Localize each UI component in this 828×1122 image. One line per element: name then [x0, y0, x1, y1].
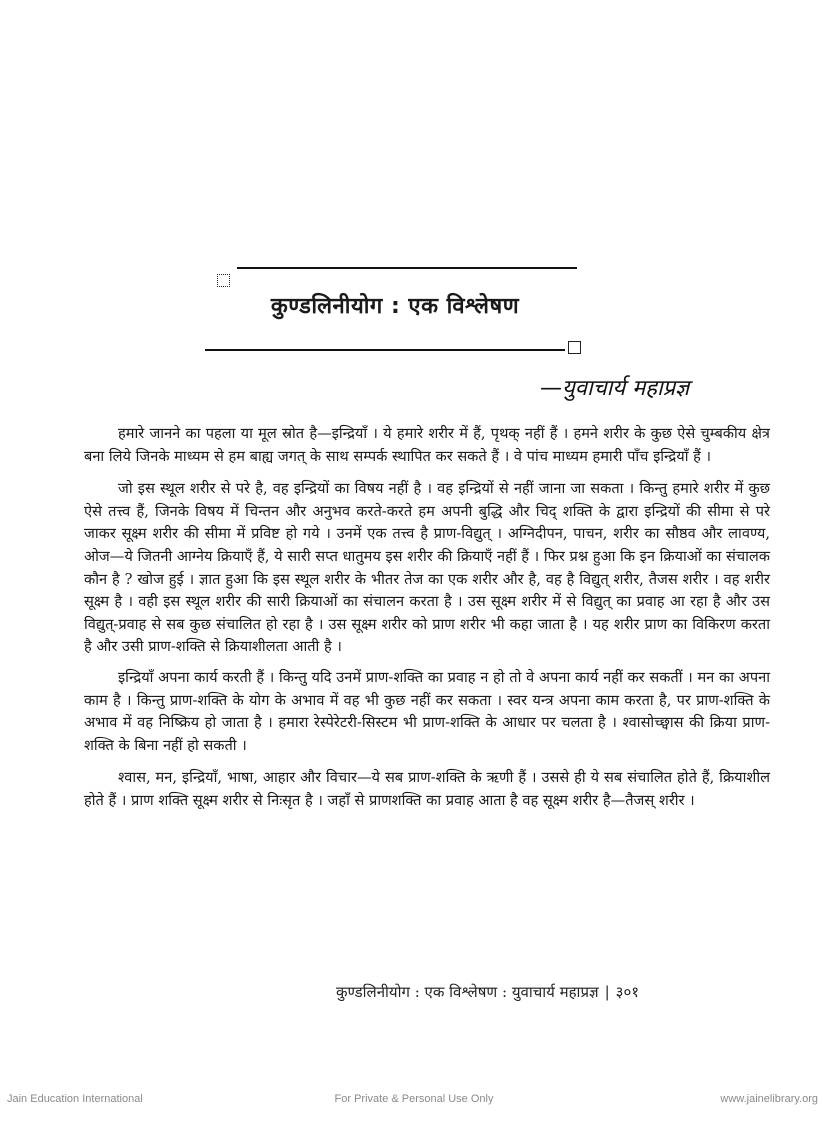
paragraph: इन्द्रियाँ अपना कार्य करती हैं । किन्तु यदि उनमें प्राण-शक्ति का प्रवाह न हो तो वे अपना कार्य नहीं कर सकतीं । मन का अपना काम है । किन्तु प्राण-शक्ति के योग के अभाव में वह भी कुछ नहीं कर सकता । स्वर यन्त्र अपना काम करता है, पर प्राण-शक्ति के अभाव में वह निष्क्रिय हो जाता है । हमारा रेस्पेरेटरी-सिस्टम भी प्राण-शक्ति के आधार पर चलता है । श्वासोच्छ्वास की क्रिया प्राण-शक्ति के बिना नहीं हो सकती । [84, 668, 770, 754]
paragraph: जो इस स्थूल शरीर से परे है, वह इन्द्रियों का विषय नहीं है । वह इन्द्रियों से नहीं जाना जा सकता । किन्तु हमारे शरीर में कुछ ऐसे तत्त्व हैं, जिनके विषय में चिन्तन और अनुभव करते-करते हम अपनी बुद्धि और चिद् शक्ति के द्वारा इन्द्रियों की सीमा से परे जाकर सूक्ष्म शरीर की सीमा में प्रविष्ट हो गये । उनमें एक तत्त्व है प्राण-विद्युत् । अग्निदीपन, पाचन, शरीर का सौष्ठव और लावण्य, ओज—ये जितनी आग्नेय क्रियाएँ हैं, ये सारी सप्त धातुमय इस शरीर की क्रियाएँ नहीं हैं । फिर प्रश्न हुआ कि इन क्रियाओं का संचालक कौन है ? खोज हुई । ज्ञात हुआ कि इस स्थूल शरीर के भीतर तेज का एक शरीर और है, वह है विद्युत् शरीर, तैजस शरीर । वह शरीर सूक्ष्म है । वही इस स्थूल शरीर की सारी क्रियाओं का संचालन करता है । उस सूक्ष्म शरीर में से विद्युत् का प्रवाह आ रहा है और उस विद्युत्-प्रवाह से सब कुछ संचालित हो रहा है । उस सूक्ष्म शरीर को प्राण शरीर भी कहा जाता है । यह शरीर प्राण का विकिरण करता है और उसी प्राण-शक्ति से क्रियाशीलता आती है । [84, 480, 770, 656]
footer-separator: | [604, 983, 610, 1001]
website-link[interactable]: www.jainelibrary.org [720, 1093, 818, 1105]
page-number: ३०१ [615, 983, 640, 1001]
footer-title: कुण्डलिनीयोग : एक विश्लेषण : युवाचार्य महाप्रज्ञ [336, 983, 599, 1001]
paragraph: श्वास, मन, इन्द्रियाँ, भाषा, आहार और विचार—ये सब प्राण-शक्ति के ऋणी हैं । उससे ही ये सब संचालित होते हैं, क्रियाशील होते हैं । प्राण शक्ति सूक्ष्म शरीर से निःसृत है । जहाँ से प्राणशक्ति का प्रवाह आता है वह सूक्ष्म शरीर है—तैजस् शरीर । [84, 769, 770, 809]
corner-square-icon [217, 274, 230, 287]
article-body [84, 423, 770, 823]
corner-square-icon [568, 341, 581, 354]
publisher-label: Jain Education International [7, 1093, 143, 1105]
title-top-rule [237, 267, 577, 269]
paragraph: हमारे जानने का पहला या मूल स्रोत है—इन्द्रियाँ । ये हमारे शरीर में हैं, पृथक् नहीं हैं । हमने शरीर के कुछ ऐसे चुम्बकीय क्षेत्र बना लिये जिनके माध्यम से हम बाह्य जगत् के साथ सम्पर्क स्थापित कर सकते हैं । वे पांच माध्यम हमारी पाँच इन्द्रियाँ हैं । [84, 425, 770, 465]
running-footer [336, 982, 639, 1002]
usage-notice: For Private & Personal Use Only [334, 1093, 494, 1105]
title-frame [205, 265, 585, 355]
library-footer-bar [0, 1091, 828, 1111]
title-bottom-rule [205, 349, 565, 351]
article-title: कुण्डलिनीयोग : एक विश्लेषण [270, 294, 520, 319]
author-byline: —युवाचार्य महाप्रज्ञ [540, 376, 690, 401]
